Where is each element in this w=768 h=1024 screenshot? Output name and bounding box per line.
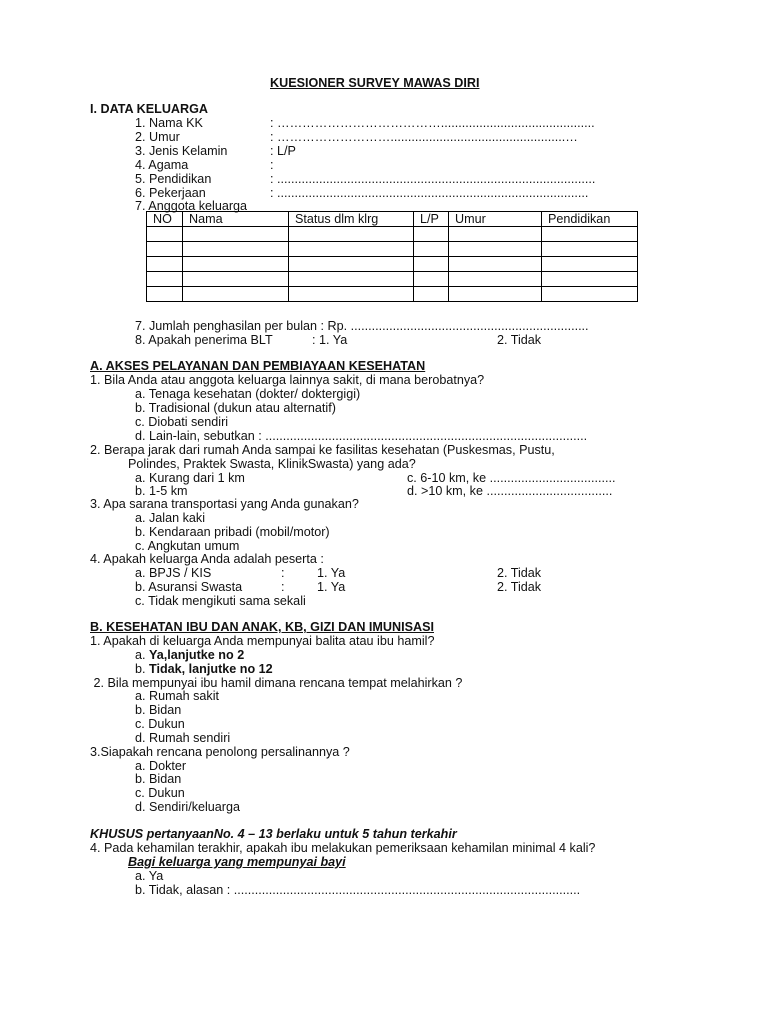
khusus-q4-option-a[interactable]: a. Ya bbox=[135, 869, 164, 883]
field-value-umur[interactable]: : ………………………..................................................… bbox=[270, 130, 578, 144]
table-cell[interactable] bbox=[449, 287, 542, 302]
field-label-agama: 4. Agama bbox=[135, 158, 189, 172]
section-a-q4-row-asuransi-colon: : bbox=[281, 580, 285, 594]
section-b-q1-option-a[interactable] bbox=[135, 648, 244, 662]
section-a-q4-row-bpjs-ya[interactable]: 1. Ya bbox=[317, 566, 346, 580]
table-cell[interactable] bbox=[289, 227, 414, 242]
section-a-q3-option-b[interactable]: b. Kendaraan pribadi (mobil/motor) bbox=[135, 525, 330, 539]
field-label-pekerjaan: 6. Pekerjaan bbox=[135, 186, 206, 200]
table-cell[interactable] bbox=[449, 272, 542, 287]
option-prefix: b. bbox=[135, 662, 146, 676]
field-label-umur: 2. Umur bbox=[135, 130, 180, 144]
field-value-pekerjaan[interactable]: : ......................................................................................... bbox=[270, 186, 589, 200]
table-cell[interactable] bbox=[449, 227, 542, 242]
section-b-q3-option-c[interactable]: c. Dukun bbox=[135, 786, 185, 800]
table-cell[interactable] bbox=[183, 272, 289, 287]
section-a-q2-option-b[interactable]: b. 1-5 km bbox=[135, 484, 188, 498]
table-row[interactable] bbox=[147, 272, 638, 287]
table-cell[interactable] bbox=[289, 257, 414, 272]
blt-label: 8. Apakah penerima BLT bbox=[135, 333, 273, 347]
blt-option-tidak[interactable]: 2. Tidak bbox=[497, 333, 542, 347]
table-header-umur: Umur bbox=[449, 212, 542, 227]
table-row[interactable] bbox=[147, 257, 638, 272]
section-a-q4: 4. Apakah keluarga Anda adalah peserta : bbox=[90, 552, 324, 566]
table-cell[interactable] bbox=[147, 242, 183, 257]
table-cell[interactable] bbox=[147, 287, 183, 302]
section-i-heading: I. DATA KELUARGA bbox=[90, 102, 208, 116]
section-a-q4-option-c[interactable]: c. Tidak mengikuti sama sekali bbox=[135, 594, 306, 608]
field-value-pendidikan[interactable]: : ........................................................................................... bbox=[270, 172, 596, 186]
section-a-q4-row-bpjs-label: a. BPJS / KIS bbox=[135, 566, 212, 580]
section-a-q2-line1: 2. Berapa jarak dari rumah Anda sampai ke fasilitas kesehatan (Puskesmas, Pustu, bbox=[90, 443, 555, 457]
family-members-table bbox=[146, 211, 638, 302]
table-header-status: Status dlm klrg bbox=[289, 212, 414, 227]
section-b-q2-option-c[interactable]: c. Dukun bbox=[135, 717, 185, 731]
section-a-q4-row-asuransi-tidak[interactable]: 2. Tidak bbox=[497, 580, 542, 594]
table-header-nama: Nama bbox=[183, 212, 289, 227]
section-b-q2-option-b[interactable]: b. Bidan bbox=[135, 703, 182, 717]
section-b-heading: B. KESEHATAN IBU DAN ANAK, KB, GIZI DAN IMUNISASI bbox=[90, 620, 434, 634]
family-members-label: 7. Anggota keluarga bbox=[135, 199, 248, 213]
table-cell[interactable] bbox=[147, 272, 183, 287]
section-b-q3-option-d[interactable]: d. Sendiri/keluarga bbox=[135, 800, 241, 814]
section-b-q1: 1. Apakah di keluarga Anda mempunyai balita atau ibu hamil? bbox=[90, 634, 435, 648]
section-a-q4-row-asuransi-ya[interactable]: 1. Ya bbox=[317, 580, 346, 594]
section-b-q2-option-a[interactable]: a. Rumah sakit bbox=[135, 689, 219, 703]
field-label-jenis-kelamin: 3. Jenis Kelamin bbox=[135, 144, 228, 158]
table-cell[interactable] bbox=[414, 272, 449, 287]
table-header-row bbox=[147, 212, 638, 227]
table-cell[interactable] bbox=[289, 287, 414, 302]
field-label-nama-kk: 1. Nama KK bbox=[135, 116, 203, 130]
table-cell[interactable] bbox=[289, 242, 414, 257]
khusus-subheading: Bagi keluarga yang mempunyai bayi bbox=[128, 855, 346, 869]
section-a-q1-option-b[interactable]: b. Tradisional (dukun atau alternatif) bbox=[135, 401, 336, 415]
table-cell[interactable] bbox=[542, 242, 638, 257]
table-cell[interactable] bbox=[147, 257, 183, 272]
section-a-q2-option-a[interactable]: a. Kurang dari 1 km bbox=[135, 471, 245, 485]
table-cell[interactable] bbox=[542, 257, 638, 272]
section-a-q3-option-c[interactable]: c. Angkutan umum bbox=[135, 539, 240, 553]
section-a-q2-option-d[interactable]: d. >10 km, ke .................................... bbox=[407, 484, 613, 498]
field-value-nama-kk[interactable]: : …………………………………............................................ bbox=[270, 116, 595, 130]
section-a-q3-option-a[interactable]: a. Jalan kaki bbox=[135, 511, 206, 525]
section-a-q1-option-c[interactable]: c. Diobati sendiri bbox=[135, 415, 229, 429]
section-b-q2: 2. Bila mempunyai ibu hamil dimana rencana tempat melahirkan ? bbox=[90, 676, 463, 690]
section-b-q1-option-b[interactable] bbox=[135, 662, 273, 676]
section-a-q3: 3. Apa sarana transportasi yang Anda gunakan? bbox=[90, 497, 359, 511]
table-cell[interactable] bbox=[542, 287, 638, 302]
section-a-q4-row-bpjs-colon: : bbox=[281, 566, 285, 580]
field-label-pendidikan: 5. Pendidikan bbox=[135, 172, 212, 186]
section-a-q4-row-bpjs-tidak[interactable]: 2. Tidak bbox=[497, 566, 542, 580]
khusus-q4-option-b[interactable]: b. Tidak, alasan : ................................................................................................... bbox=[135, 883, 581, 897]
table-cell[interactable] bbox=[183, 227, 289, 242]
table-header-no: NO bbox=[147, 212, 183, 227]
section-a-heading: A. AKSES PELAYANAN DAN PEMBIAYAAN KESEHATAN bbox=[90, 359, 426, 373]
table-cell[interactable] bbox=[542, 272, 638, 287]
section-a-q2-option-c[interactable]: c. 6-10 km, ke .................................... bbox=[407, 471, 616, 485]
section-a-q1-option-d[interactable]: d. Lain-lain, sebutkan : ............................................................................................ bbox=[135, 429, 588, 443]
table-cell[interactable] bbox=[542, 227, 638, 242]
section-a-q2-line2: Polindes, Praktek Swasta, KlinikSwasta) yang ada? bbox=[128, 457, 416, 471]
income-field[interactable]: 7. Jumlah penghasilan per bulan : Rp. .................................................................... bbox=[135, 319, 589, 333]
field-value-jenis-kelamin[interactable]: : L/P bbox=[270, 144, 296, 158]
option-label: Ya,lanjutke no 2 bbox=[149, 648, 245, 662]
khusus-q4: 4. Pada kehamilan terakhir, apakah ibu melakukan pemeriksaan kehamilan minimal 4 kali? bbox=[90, 841, 596, 855]
table-row[interactable] bbox=[147, 242, 638, 257]
table-header-pendidikan: Pendidikan bbox=[542, 212, 638, 227]
section-a-q1: 1. Bila Anda atau anggota keluarga lainnya sakit, di mana berobatnya? bbox=[90, 373, 485, 387]
page-title: KUESIONER SURVEY MAWAS DIRI bbox=[270, 76, 480, 90]
option-prefix: a. bbox=[135, 648, 146, 662]
section-b-q3: 3.Siapakah rencana penolong persalinannya ? bbox=[90, 745, 350, 759]
table-cell[interactable] bbox=[449, 242, 542, 257]
blt-option-ya[interactable]: : 1. Ya bbox=[312, 333, 348, 347]
field-value-agama[interactable]: : bbox=[270, 158, 274, 172]
table-row[interactable] bbox=[147, 287, 638, 302]
table-cell[interactable] bbox=[289, 272, 414, 287]
table-cell[interactable] bbox=[414, 287, 449, 302]
khusus-note: KHUSUS pertanyaanNo. 4 – 13 berlaku untuk 5 tahun terkahir bbox=[90, 827, 457, 841]
section-b-q3-option-a[interactable]: a. Dokter bbox=[135, 759, 187, 773]
table-row[interactable] bbox=[147, 227, 638, 242]
table-cell[interactable] bbox=[147, 227, 183, 242]
section-b-q2-option-d[interactable]: d. Rumah sendiri bbox=[135, 731, 231, 745]
table-cell[interactable] bbox=[183, 242, 289, 257]
table-header-lp: L/P bbox=[414, 212, 449, 227]
table-cell[interactable] bbox=[414, 227, 449, 242]
section-a-q1-option-a[interactable]: a. Tenaga kesehatan (dokter/ doktergigi) bbox=[135, 387, 361, 401]
table-cell[interactable] bbox=[183, 257, 289, 272]
table-cell[interactable] bbox=[183, 287, 289, 302]
section-a-q4-row-asuransi-label: b. Asuransi Swasta bbox=[135, 580, 243, 594]
section-b-q3-option-b[interactable]: b. Bidan bbox=[135, 772, 182, 786]
table-cell[interactable] bbox=[414, 242, 449, 257]
table-cell[interactable] bbox=[414, 257, 449, 272]
table-cell[interactable] bbox=[449, 257, 542, 272]
option-label: Tidak, lanjutke no 12 bbox=[149, 662, 273, 676]
